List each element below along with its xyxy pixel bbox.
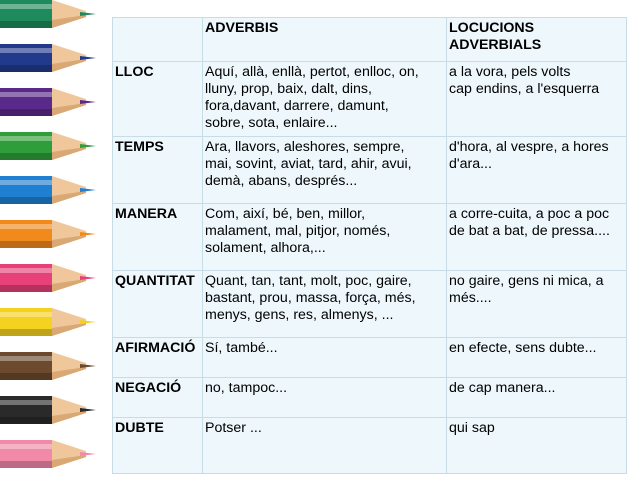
adverbis-cell: Ara, llavors, aleshores, sempre, mai, sovint, aviat, tard, ahir, avui, demà, abans, després... bbox=[203, 137, 447, 204]
locucions-cell: d'hora, al vespre, a hores d'ara... bbox=[447, 137, 627, 204]
header-adverbis: ADVERBIS bbox=[203, 18, 447, 62]
pencil-icon bbox=[0, 82, 110, 122]
locucions-cell: en efecte, sens dubte... bbox=[447, 338, 627, 378]
header-empty-cell bbox=[113, 18, 203, 62]
locucions-cell: qui sap bbox=[447, 418, 627, 474]
category-cell: LLOC bbox=[113, 62, 203, 137]
category-cell: MANERA bbox=[113, 204, 203, 271]
pencil-icon bbox=[0, 302, 110, 342]
category-cell: DUBTE bbox=[113, 418, 203, 474]
table-row-quantitat bbox=[113, 271, 627, 338]
table-row-lloc bbox=[113, 62, 627, 137]
header-locucions: LOCUCIONS ADVERBIALS bbox=[447, 18, 627, 62]
category-cell: TEMPS bbox=[113, 137, 203, 204]
adverbis-cell: Aquí, allà, enllà, pertot, enlloc, on, lluny, prop, baix, dalt, dins, fora,davant, darrere, damunt, sobre, sota, enlaire... bbox=[203, 62, 447, 137]
table-row-manera bbox=[113, 204, 627, 271]
table-row-negacio bbox=[113, 378, 627, 418]
adverbis-cell: Sí, també... bbox=[203, 338, 447, 378]
pencil-icon bbox=[0, 170, 110, 210]
pencil-icon bbox=[0, 258, 110, 298]
locucions-cell: a la vora, pels volts cap endins, a l'esquerra bbox=[447, 62, 627, 137]
pencil-icon bbox=[0, 390, 110, 430]
table-row-dubte bbox=[113, 418, 627, 474]
table-row-afirmacio bbox=[113, 338, 627, 378]
locucions-cell: a corre-cuita, a poc a poc de bat a bat, de pressa.... bbox=[447, 204, 627, 271]
locucions-cell: de cap manera... bbox=[447, 378, 627, 418]
adverbis-cell: Com, així, bé, ben, millor, malament, mal, pitjor, només, solament, alhora,... bbox=[203, 204, 447, 271]
table-row-temps bbox=[113, 137, 627, 204]
adverbis-cell: Potser ... bbox=[203, 418, 447, 474]
category-cell: AFIRMACIÓ bbox=[113, 338, 203, 378]
category-cell: NEGACIÓ bbox=[113, 378, 203, 418]
locucions-cell: no gaire, gens ni mica, a més.... bbox=[447, 271, 627, 338]
pencil-icon bbox=[0, 0, 110, 34]
adverbis-cell: no, tampoc... bbox=[203, 378, 447, 418]
pencils-decoration bbox=[0, 0, 110, 479]
adverbis-cell: Quant, tan, tant, molt, poc, gaire, bastant, prou, massa, força, més, menys, gens, res, almenys, ... bbox=[203, 271, 447, 338]
pencil-icon bbox=[0, 214, 110, 254]
pencil-icon bbox=[0, 126, 110, 166]
pencil-icon bbox=[0, 434, 110, 474]
header-row bbox=[113, 18, 627, 62]
category-cell: QUANTITAT bbox=[113, 271, 203, 338]
pencil-icon bbox=[0, 346, 110, 386]
pencil-icon bbox=[0, 38, 110, 78]
adverbs-table bbox=[112, 17, 627, 474]
